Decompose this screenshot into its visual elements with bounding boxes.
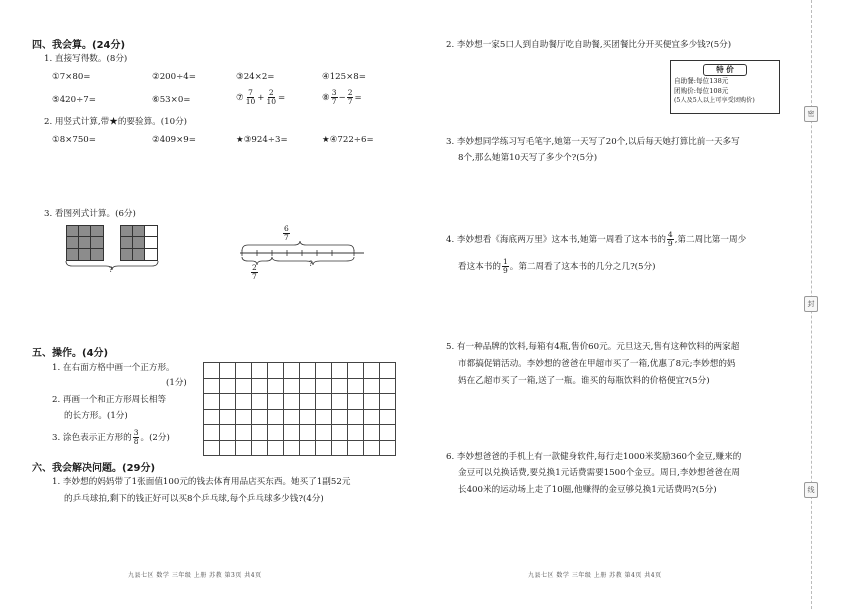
grid-cell[interactable] xyxy=(204,425,220,441)
grid-cell[interactable] xyxy=(364,363,380,379)
grid-cell[interactable] xyxy=(348,394,364,410)
section-6-title: 六、我会解决问题。(29分) xyxy=(32,463,156,474)
question-mark-2: ? xyxy=(309,260,313,268)
p5-line1: 5. 有一种品牌的饮料,每箱有4瓶,售价60元。元旦这天,售有这种饮料的两家超 xyxy=(446,342,740,352)
p1-line1: 1. 李妙想的妈妈带了1张面值100元的钱去体育用品店买东西。她买了1副52元 xyxy=(52,477,351,487)
item7-prefix: ⑦ xyxy=(236,92,244,103)
p2-text: 2. 李妙想一家5口人到自助餐厅吃自助餐,买团餐比分开买便宜多少钱?(5分) xyxy=(446,40,732,50)
grid-cell[interactable] xyxy=(252,363,268,379)
p4-text-c: 看这本书的 xyxy=(458,261,501,272)
bottom-fraction xyxy=(250,262,259,281)
denominator: 7 xyxy=(347,97,353,106)
p1-line2: 的乒乓球拍,剩下的钱正好可以买8个乒乓球,每个乒乓球多少钱?(4分) xyxy=(64,494,324,504)
grid-cell[interactable] xyxy=(364,410,380,426)
grid-cell[interactable] xyxy=(220,394,236,410)
op3-suffix: 。(2分) xyxy=(140,432,170,443)
section-5-title: 五、操作。(4分) xyxy=(32,348,109,359)
grid-cell[interactable] xyxy=(316,410,332,426)
denominator: 7 xyxy=(284,233,289,242)
grid-cell[interactable] xyxy=(220,441,236,457)
p6-line1: 6. 李妙想爸爸的手机上有一款健身软件,每行走1000米奖励360个金豆,赚来的 xyxy=(446,452,742,462)
grid-cell[interactable] xyxy=(348,410,364,426)
denominator: 7 xyxy=(331,97,337,106)
denominator: 8 xyxy=(133,437,139,446)
grid-cell[interactable] xyxy=(236,363,252,379)
operator: + xyxy=(257,92,265,103)
p4-text-d: 。第二周看了这本书的几分之几?(5分) xyxy=(509,261,656,272)
op1-score: (1分) xyxy=(166,378,187,388)
footer-right: 九县七区 数学 三年级 上册 苏教 第4页 共4页 xyxy=(528,572,662,579)
fraction xyxy=(265,89,277,106)
grid-cell[interactable] xyxy=(364,441,380,457)
p3-line2: 8个,那么她第10天写了多少个?(5分) xyxy=(458,153,598,163)
grid-cell[interactable] xyxy=(380,363,396,379)
grid-cell[interactable] xyxy=(220,425,236,441)
grid-cell[interactable] xyxy=(332,379,348,395)
grid-cell[interactable] xyxy=(252,394,268,410)
section-4-title: 四、我会算。(24分) xyxy=(32,40,126,51)
grid-cell[interactable] xyxy=(204,410,220,426)
grid-cell[interactable] xyxy=(380,379,396,395)
grid-cell[interactable] xyxy=(332,394,348,410)
operator: − xyxy=(338,92,346,103)
q2-label: 2. 用竖式计算,带★的要验算。(10分) xyxy=(44,117,188,127)
equals: = xyxy=(278,92,286,103)
grid-cell[interactable] xyxy=(316,425,332,441)
calc-item-3: ③24×2= xyxy=(236,72,275,82)
p6-line3: 长400米的运动场上走了10圈,他赚得的金豆够兑换1元话费吗?(5分) xyxy=(458,485,717,495)
vertical-calc-1: ①8×750= xyxy=(52,135,96,145)
op3-text xyxy=(52,429,170,446)
grid-cell[interactable] xyxy=(268,379,284,395)
grid-cell[interactable] xyxy=(380,394,396,410)
grid-cell[interactable] xyxy=(236,379,252,395)
drawing-grid[interactable] xyxy=(203,362,396,456)
grid-cell[interactable] xyxy=(316,394,332,410)
price-box-title: 特 价 xyxy=(703,64,747,76)
grid-cell[interactable] xyxy=(252,410,268,426)
numerator: 3 xyxy=(133,428,139,437)
calc-item-1: ①7×80= xyxy=(52,72,91,82)
grid-cell[interactable] xyxy=(268,425,284,441)
grid-cell[interactable] xyxy=(300,410,316,426)
price-group: 团购价:每位108元 xyxy=(674,87,729,95)
price-buffet: 自助餐:每位138元 xyxy=(674,77,729,85)
numerator: 3 xyxy=(331,88,337,97)
grid-cell[interactable] xyxy=(364,425,380,441)
grid-cell[interactable] xyxy=(348,363,364,379)
op1-text: 1. 在右面方格中画一个正方形。 xyxy=(52,363,175,373)
grid-cell[interactable] xyxy=(252,379,268,395)
grid-cell[interactable] xyxy=(268,363,284,379)
footer-left: 九县七区 数学 三年级 上册 苏教 第3页 共4页 xyxy=(128,572,262,579)
numerator: 2 xyxy=(252,263,257,272)
p3-line1: 3. 李妙想同学练习写毛笔字,她第一天写了20个,以后每天她打算比前一天多写 xyxy=(446,137,740,147)
op3-prefix: 3. 涂色表示正方形的 xyxy=(52,432,132,443)
numerator: 4 xyxy=(667,230,673,239)
p6-line2: 金豆可以兑换话费,要兑换1元话费需要1500个金豆。周日,李妙想爸爸在周 xyxy=(458,468,741,478)
fraction-square-1 xyxy=(66,225,104,261)
numerator: 7 xyxy=(248,88,253,97)
op2-line1: 2. 再画一个和正方形周长相等 xyxy=(52,395,167,405)
grid-cell[interactable] xyxy=(316,441,332,457)
p4-line1 xyxy=(446,231,746,248)
grid-cell[interactable] xyxy=(380,441,396,457)
fraction xyxy=(245,89,257,106)
grid-cell[interactable] xyxy=(348,379,364,395)
price-box xyxy=(670,60,780,114)
grid-cell[interactable] xyxy=(252,441,268,457)
calc-item-6: ⑥53×0= xyxy=(152,95,191,105)
grid-cell[interactable] xyxy=(268,441,284,457)
grid-cell[interactable] xyxy=(332,425,348,441)
calc-item-5: ⑤420÷7= xyxy=(52,95,96,105)
q1-label: 1. 直接写得数。(8分) xyxy=(44,54,128,64)
binding-mark-top: 密 xyxy=(804,106,818,122)
grid-cell[interactable] xyxy=(364,379,380,395)
calc-item-8 xyxy=(322,89,362,106)
p4-text-a: 4. 李妙想看《海底两万里》这本书,她第一周看了这本书的 xyxy=(446,234,666,245)
p4-line2 xyxy=(458,258,655,275)
numerator: 2 xyxy=(268,88,274,97)
grid-cell[interactable] xyxy=(268,394,284,410)
grid-cell[interactable] xyxy=(380,425,396,441)
calc-item-4: ④125×8= xyxy=(322,72,366,82)
grid-cell[interactable] xyxy=(300,425,316,441)
binding-mark-bot: 线 xyxy=(804,482,818,498)
grid-cell[interactable] xyxy=(204,379,220,395)
grid-cell[interactable] xyxy=(332,410,348,426)
grid-cell[interactable] xyxy=(268,410,284,426)
grid-cell[interactable] xyxy=(220,379,236,395)
grid-cell[interactable] xyxy=(236,425,252,441)
fraction-square-2 xyxy=(120,225,158,261)
grid-cell[interactable] xyxy=(316,379,332,395)
vertical-calc-3: ★③924÷3= xyxy=(236,135,288,145)
calc-item-7 xyxy=(236,89,285,106)
fraction xyxy=(331,89,338,106)
grid-cell[interactable] xyxy=(316,363,332,379)
grid-cell[interactable] xyxy=(284,441,300,457)
denominator: 10 xyxy=(266,97,277,106)
question-mark-1: ? xyxy=(109,266,113,274)
grid-cell[interactable] xyxy=(300,394,316,410)
denominator: 7 xyxy=(252,272,257,281)
grid-cell[interactable] xyxy=(284,379,300,395)
grid-cell[interactable] xyxy=(204,394,220,410)
grid-cell[interactable] xyxy=(284,410,300,426)
grid-cell[interactable] xyxy=(300,441,316,457)
grid-cell[interactable] xyxy=(236,394,252,410)
grid-cell[interactable] xyxy=(300,363,316,379)
denominator: 9 xyxy=(502,266,508,275)
calc-item-2: ②200÷4= xyxy=(152,72,196,82)
item8-prefix: ⑧ xyxy=(322,92,330,103)
grid-cell[interactable] xyxy=(348,441,364,457)
grid-cell[interactable] xyxy=(204,441,220,457)
grid-cell[interactable] xyxy=(236,410,252,426)
grid-cell[interactable] xyxy=(364,394,380,410)
op2-line2: 的长方形。(1分) xyxy=(64,411,128,421)
grid-cell[interactable] xyxy=(284,425,300,441)
vertical-calc-2: ②409×9= xyxy=(152,135,196,145)
q3-label: 3. 看图列式计算。(6分) xyxy=(44,209,136,219)
p4-text-b: ,第二周比第一周少 xyxy=(674,234,747,245)
grid-cell[interactable] xyxy=(332,441,348,457)
denominator: 10 xyxy=(245,97,256,106)
denominator: 9 xyxy=(667,239,673,248)
grid-cell[interactable] xyxy=(204,363,220,379)
grid-cell[interactable] xyxy=(252,425,268,441)
numerator: 1 xyxy=(502,257,508,266)
grid-cell[interactable] xyxy=(220,410,236,426)
equals: = xyxy=(354,92,362,103)
grid-cell[interactable] xyxy=(348,425,364,441)
grid-cell[interactable] xyxy=(220,363,236,379)
fraction xyxy=(347,89,354,106)
grid-cell[interactable] xyxy=(332,363,348,379)
p5-line3: 妈在乙超市买了一箱,送了一瓶。谁买的每瓶饮料的价格便宜?(5分) xyxy=(458,376,710,386)
numerator: 6 xyxy=(284,224,289,233)
grid-cell[interactable] xyxy=(284,363,300,379)
grid-cell[interactable] xyxy=(300,379,316,395)
grid-cell[interactable] xyxy=(380,410,396,426)
grid-cell[interactable] xyxy=(284,394,300,410)
grid-cell[interactable] xyxy=(236,441,252,457)
p5-line2: 市都搞促销活动。李妙想的爸爸在甲超市买了一箱,优惠了8元;李妙想的妈 xyxy=(458,359,736,369)
price-note: (5人及5人以上可享受团购价) xyxy=(674,97,755,104)
binding-mark-mid: 封 xyxy=(804,296,818,312)
numerator: 2 xyxy=(347,88,353,97)
vertical-calc-4: ★④722÷6= xyxy=(322,135,374,145)
